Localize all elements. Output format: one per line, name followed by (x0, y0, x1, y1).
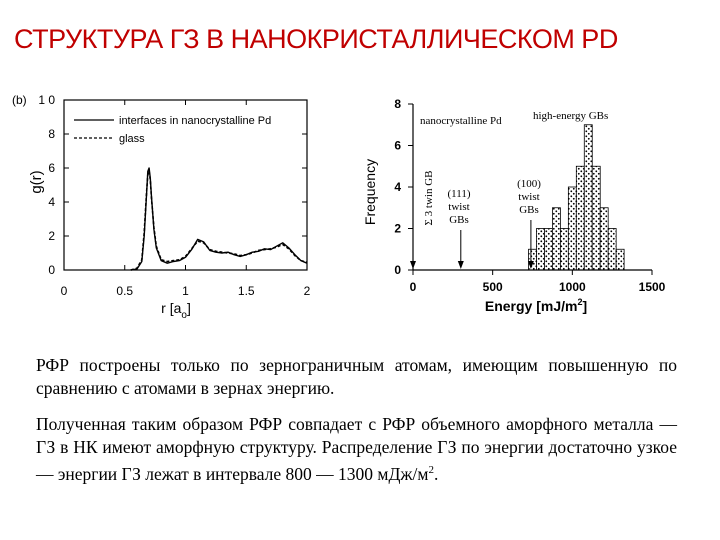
paragraph-conclusion-end: . (433, 463, 439, 484)
histogram-bar (568, 187, 576, 270)
histogram-x-axis-label: Energy $[mJ/m^2]$ (484, 297, 588, 314)
histogram-x-tick-label: 500 (482, 280, 503, 294)
twist-111-arrow-head (458, 261, 464, 269)
histogram-bar (576, 166, 584, 270)
gr-chart (12, 93, 311, 321)
gr-y-axis-label: g(r) (28, 170, 45, 194)
series-interfaces-line (131, 168, 307, 270)
histogram-bar (536, 229, 544, 271)
series-glass-line (131, 171, 307, 270)
histogram-x-tick-label: 1000 (558, 280, 586, 294)
histogram-y-tick-label: 6 (394, 138, 401, 153)
twin-gb-arrow-head (410, 261, 416, 269)
histogram-bar (529, 249, 537, 270)
twist-100-line1: (100) (517, 178, 541, 190)
histogram-y-tick-label: 4 (394, 180, 401, 194)
histogram-bar (616, 249, 624, 270)
histogram-bar (560, 229, 568, 271)
gr-x-tick-label: 1.5 (237, 284, 255, 298)
gr-y-tick-label: 6 (48, 161, 55, 175)
histogram-bar (552, 208, 560, 270)
histogram-y-tick-label: 0 (394, 263, 401, 277)
gr-panel-label: (b) (12, 93, 27, 107)
gr-y-tick-label: 0 (48, 263, 55, 277)
histogram-bar (600, 208, 608, 270)
histogram-x-tick-label: 0 (409, 280, 417, 294)
twist-111-label (447, 188, 470, 226)
twist-100-line2: twist (518, 191, 540, 203)
gr-x-tick-label: 2 (303, 284, 311, 298)
histogram-x-tick-label: 1500 (638, 280, 666, 294)
gr-x-axis-label: r $[a_o]$ (161, 300, 191, 321)
histogram-y-tick-label: 2 (394, 221, 401, 236)
twist-111-line2: twist (448, 201, 470, 213)
histogram-y-tick-label: 8 (394, 97, 401, 111)
histogram-bar (592, 166, 600, 270)
high-energy-gbs-label: high-energy GBs (533, 110, 609, 122)
histogram-bar (608, 229, 616, 271)
legend-label-glass: glass (119, 133, 145, 145)
gr-x-tick-label: 1 (182, 284, 189, 298)
twist-100-label (517, 178, 541, 216)
twist-100-line3: GBs (519, 204, 539, 216)
twin-gb-label: Σ 3 twin GB (423, 170, 435, 226)
gr-y-tick-label: 1 0 (38, 93, 55, 107)
energy-histogram (362, 97, 666, 314)
twist-111-line1: (111) (447, 188, 471, 200)
paragraph-rdf-note: РФР построены только по зернограничным атомам, имеющим повышенную по сравнению с атомами в зернах энергию. (36, 355, 677, 398)
histogram-title: nanocrystalline Pd (420, 115, 502, 127)
histogram-bar (544, 229, 552, 271)
gr-y-tick-label: 2 (48, 229, 55, 243)
gr-x-tick-label: 0.5 (116, 284, 134, 298)
gr-legend (74, 115, 271, 145)
paragraph-conclusion-text: Полученная таким образом РФР совпадает с РФР объемного аморфного металла — ГЗ в НК имеют аморфную структуру. Распределение ГЗ по энергии достаточно узкое — энергии ГЗ лежат в интервале 800 — 1300 мДж/м (36, 414, 677, 484)
legend-label-interfaces: interfaces in nanocrystalline Pd (119, 115, 272, 127)
histogram-y-axis-label: Frequency (362, 158, 378, 226)
unit-superscript: 2 (428, 464, 434, 476)
histogram-bar (584, 125, 592, 270)
twist-111-line3: GBs (449, 214, 469, 226)
gr-y-tick-label: 8 (48, 127, 55, 141)
gr-x-tick-label: 0 (60, 284, 68, 298)
gr-y-tick-label: 4 (48, 195, 55, 209)
slide-title: СТРУКТУРА ГЗ В НАНОКРИСТАЛЛИЧЕСКОМ PD (14, 24, 618, 54)
paragraph-conclusion (36, 413, 677, 486)
